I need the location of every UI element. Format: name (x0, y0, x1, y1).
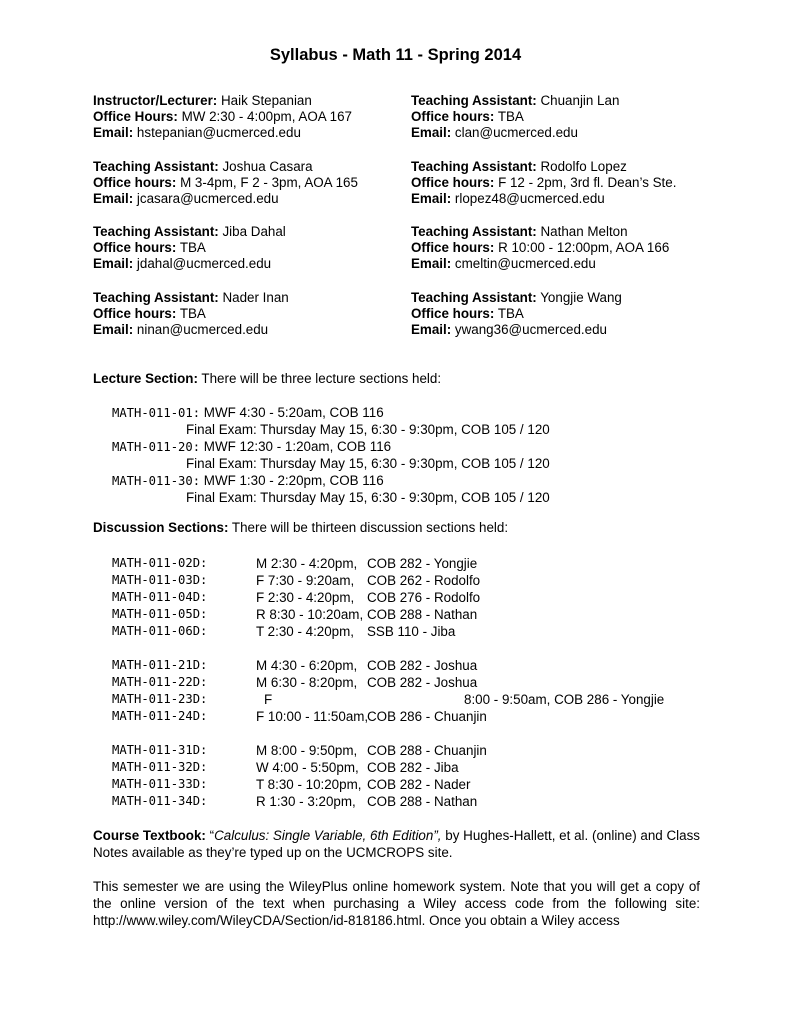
staff-name: Nader Inan (222, 289, 289, 305)
discussion-section-heading (93, 520, 508, 536)
email-label: Email: (411, 125, 452, 140)
wileyplus-paragraph: This semester we are using the WileyPlus online homework system. Note that you will get a copy of the online version of the text when purchasing a Wiley access code from the following site: http://www.wiley.com/WileyCDA/Section/id-818186.html. Once you obtain a Wiley access (93, 879, 700, 928)
office-hours-label: Office hours: (93, 240, 177, 255)
discussion-section-time: R 1:30 - 3:20pm, (256, 794, 356, 809)
staff-name: Jiba Dahal (222, 224, 286, 239)
lecture-section-intro: There will be three lecture sections held: (201, 371, 442, 386)
textbook-title: Calculus: Single Variable, 6th Edition”, (214, 828, 442, 843)
discussion-section-time: M 2:30 - 4:20pm, (256, 556, 358, 571)
email-address: cmeltin@ucmerced.edu (454, 256, 596, 271)
office-hours-line (411, 240, 711, 256)
discussion-section-code: MATH-011-31D: (112, 743, 208, 757)
discussion-section-code: MATH-011-22D: (112, 675, 208, 689)
staff-role-label: Instructor/Lecturer: (93, 93, 218, 108)
discussion-section-code: MATH-011-34D: (112, 794, 208, 808)
email-line (411, 256, 711, 272)
staff-name: Joshua Casara (222, 158, 313, 174)
discussion-section-row (112, 793, 664, 810)
email-address: ninan@ucmerced.edu (136, 321, 269, 337)
staff-name-line (411, 159, 711, 175)
discussion-group (112, 657, 664, 725)
office-hours-value: TBA (179, 305, 206, 321)
discussion-section-room: COB 262 - Rodolfo (367, 573, 481, 588)
discussion-section-room: COB 282 - Joshua (367, 658, 478, 673)
discussion-section-room: COB 282 - Jiba (367, 760, 459, 775)
staff-name-line (411, 93, 711, 109)
discussion-section-room: COB 288 - Nathan (367, 794, 478, 809)
office-hours-line (93, 306, 411, 322)
discussion-section-time: W 4:00 - 5:50pm, (256, 760, 359, 775)
lecture-section-schedule: MWF 4:30 - 5:20am, COB 116 (203, 405, 384, 420)
office-hours-value: TBA (497, 305, 524, 321)
email-line (411, 322, 711, 338)
staff-member (411, 290, 711, 356)
staff-member (411, 159, 711, 225)
discussion-section-row (112, 742, 664, 759)
discussion-section-room: COB 282 - Nader (367, 777, 471, 792)
discussion-section-row (112, 674, 664, 691)
lecture-section-schedule: MWF 1:30 - 2:20pm, COB 116 (203, 473, 384, 488)
discussion-section-row (112, 657, 664, 674)
staff-name-line (93, 224, 411, 240)
staff-name: Chuanjin Lan (540, 93, 620, 108)
staff-role-label: Teaching Assistant: (411, 224, 537, 239)
email-address: ywang36@ucmerced.edu (454, 321, 607, 337)
office-hours-value: R 10:00 - 12:00pm, AOA 166 (498, 240, 670, 255)
staff-member (93, 224, 411, 290)
discussion-section-time: M 4:30 - 6:20pm, (256, 658, 358, 673)
lecture-section-code: MATH-011-20: (112, 440, 201, 454)
lecture-section-schedule: MWF 12:30 - 1:20am, COB 116 (203, 439, 392, 454)
discussion-section-code: MATH-011-03D: (112, 573, 208, 587)
staff-member (93, 159, 411, 225)
staff-member (411, 224, 711, 290)
staff-row (93, 290, 713, 356)
lecture-section-label: Lecture Section: (93, 371, 198, 386)
discussion-section-row (112, 623, 664, 640)
email-line (411, 125, 711, 141)
office-hours-label: Office hours: (411, 174, 495, 190)
staff-member (411, 93, 711, 159)
staff-member (93, 290, 411, 356)
lecture-sections-list (112, 404, 550, 506)
office-hours-value: TBA (497, 109, 524, 124)
staff-name-line (93, 290, 411, 306)
discussion-section-code: MATH-011-04D: (112, 590, 208, 604)
office-hours-value: M 3-4pm, F 2 - 3pm, AOA 165 (180, 174, 358, 190)
discussion-section-code: MATH-011-23D: (112, 692, 208, 706)
staff-row (93, 159, 713, 225)
staff-name: Nathan Melton (540, 224, 628, 239)
discussion-section-room: COB 286 - Chuanjin (367, 709, 487, 724)
discussion-section-code: MATH-011-06D: (112, 624, 208, 638)
staff-member (93, 93, 411, 159)
discussion-section-row (112, 759, 664, 776)
discussion-group (112, 555, 664, 640)
lecture-section-row (112, 472, 550, 489)
email-address: clan@ucmerced.edu (454, 125, 578, 140)
email-line (411, 191, 711, 207)
staff-role-label: Teaching Assistant: (93, 289, 219, 305)
office-hours-value: TBA (179, 240, 206, 255)
lecture-section-code: MATH-011-01: (112, 406, 201, 420)
page-title: Syllabus - Math 11 - Spring 2014 (269, 46, 522, 64)
office-hours-line (411, 175, 711, 191)
final-exam-line: Final Exam: Thursday May 15, 6:30 - 9:30pm, COB 105 / 120 (186, 490, 550, 505)
textbook-description: by Hughes-Hallett, et al. (online) and Class Notes available as they’re typed up on the UCMCROPS site. (93, 828, 700, 860)
lecture-section-row (112, 404, 550, 421)
discussion-section-intro: There will be thirteen discussion sections held: (231, 520, 509, 535)
email-line (93, 256, 411, 272)
discussion-section-row (112, 589, 664, 606)
discussion-section-room: COB 288 - Nathan (367, 607, 478, 622)
textbook-paragraph (93, 827, 700, 861)
discussion-section-room: 8:00 - 9:50am, COB 286 - Yongjie (464, 692, 665, 707)
office-hours-label: Office hours: (93, 305, 177, 321)
staff-role-label: Teaching Assistant: (411, 93, 537, 108)
discussion-section-room: SSB 110 - Jiba (367, 624, 456, 639)
staff-role-label: Teaching Assistant: (93, 224, 219, 239)
staff-directory (93, 93, 713, 355)
email-label: Email: (93, 190, 134, 206)
discussion-section-time: M 8:00 - 9:50pm, (256, 743, 358, 758)
staff-name: Rodolfo Lopez (540, 158, 627, 174)
office-hours-label: Office hours: (411, 305, 495, 321)
email-label: Email: (93, 321, 134, 337)
staff-name-line (93, 159, 411, 175)
email-label: Email: (93, 125, 134, 140)
discussion-section-row (112, 708, 664, 725)
staff-role-label: Teaching Assistant: (93, 158, 219, 174)
discussion-section-room: COB 288 - Chuanjin (367, 743, 487, 758)
staff-name-line (93, 93, 411, 109)
discussion-section-time: T 8:30 - 10:20pm, (256, 777, 362, 792)
discussion-section-time: T 2:30 - 4:20pm, (256, 624, 355, 639)
staff-name-line (411, 290, 711, 306)
final-exam-line: Final Exam: Thursday May 15, 6:30 - 9:30pm, COB 105 / 120 (186, 456, 550, 471)
discussion-section-time: F 7:30 - 9:20am, (256, 573, 355, 588)
lecture-section-code: MATH-011-30: (112, 474, 201, 488)
discussion-section-row (112, 691, 664, 708)
discussion-section-room: COB 276 - Rodolfo (367, 590, 481, 605)
discussion-section-code: MATH-011-02D: (112, 556, 208, 570)
email-address: jdahal@ucmerced.edu (136, 256, 272, 271)
discussion-sections-list (112, 555, 664, 827)
email-line (93, 191, 411, 207)
textbook-label: Course Textbook: (93, 828, 206, 843)
discussion-section-row (112, 555, 664, 572)
office-hours-line (411, 109, 711, 125)
staff-role-label: Teaching Assistant: (411, 158, 537, 174)
discussion-group (112, 742, 664, 810)
staff-role-label: Teaching Assistant: (411, 289, 537, 305)
office-hours-line (93, 240, 411, 256)
discussion-section-room: COB 282 - Yongjie (367, 556, 478, 571)
discussion-section-code: MATH-011-32D: (112, 760, 208, 774)
discussion-section-time: F 10:00 - 11:50am, (256, 709, 369, 724)
staff-name-line (411, 224, 711, 240)
discussion-section-row (112, 776, 664, 793)
staff-name: Yongjie Wang (540, 289, 622, 305)
discussion-section-time: F 2:30 - 4:20pm, (256, 590, 355, 605)
discussion-section-time: M 6:30 - 8:20pm, (256, 675, 358, 690)
email-line (93, 125, 411, 141)
office-hours-label: Office hours: (93, 174, 177, 190)
discussion-section-label: Discussion Sections: (93, 520, 229, 535)
discussion-section-room: COB 282 - Joshua (367, 675, 478, 690)
discussion-section-time: R 8:30 - 10:20am, (256, 607, 364, 622)
office-hours-label: Office hours: (411, 109, 495, 124)
office-hours-line (411, 306, 711, 322)
email-line (93, 322, 411, 338)
email-label: Email: (411, 190, 452, 206)
office-hours-label: Office Hours: (93, 109, 178, 124)
final-exam-line: Final Exam: Thursday May 15, 6:30 - 9:30pm, COB 105 / 120 (186, 422, 550, 437)
discussion-section-code: MATH-011-05D: (112, 607, 208, 621)
discussion-section-row (112, 606, 664, 623)
office-hours-value: MW 2:30 - 4:00pm, AOA 167 (181, 109, 353, 124)
lecture-section-heading (93, 371, 441, 387)
email-label: Email: (93, 256, 134, 271)
email-label: Email: (411, 321, 452, 337)
office-hours-line (93, 175, 411, 191)
discussion-section-code: MATH-011-21D: (112, 658, 208, 672)
staff-row (93, 224, 713, 290)
office-hours-line (93, 109, 411, 125)
email-address: rlopez48@ucmerced.edu (454, 190, 605, 206)
textbook-open-quote: “ (209, 828, 215, 843)
office-hours-value: F 12 - 2pm, 3rd fl. Dean’s Ste. (498, 174, 677, 190)
office-hours-label: Office hours: (411, 240, 495, 255)
discussion-section-time: F (264, 692, 273, 707)
discussion-section-row (112, 572, 664, 589)
discussion-section-code: MATH-011-33D: (112, 777, 208, 791)
email-label: Email: (411, 256, 452, 271)
discussion-section-code: MATH-011-24D: (112, 709, 208, 723)
lecture-section-row (112, 438, 550, 455)
email-address: jcasara@ucmerced.edu (136, 190, 279, 206)
staff-row (93, 93, 713, 159)
email-address: hstepanian@ucmerced.edu (136, 125, 301, 140)
staff-name: Haik Stepanian (221, 93, 312, 108)
